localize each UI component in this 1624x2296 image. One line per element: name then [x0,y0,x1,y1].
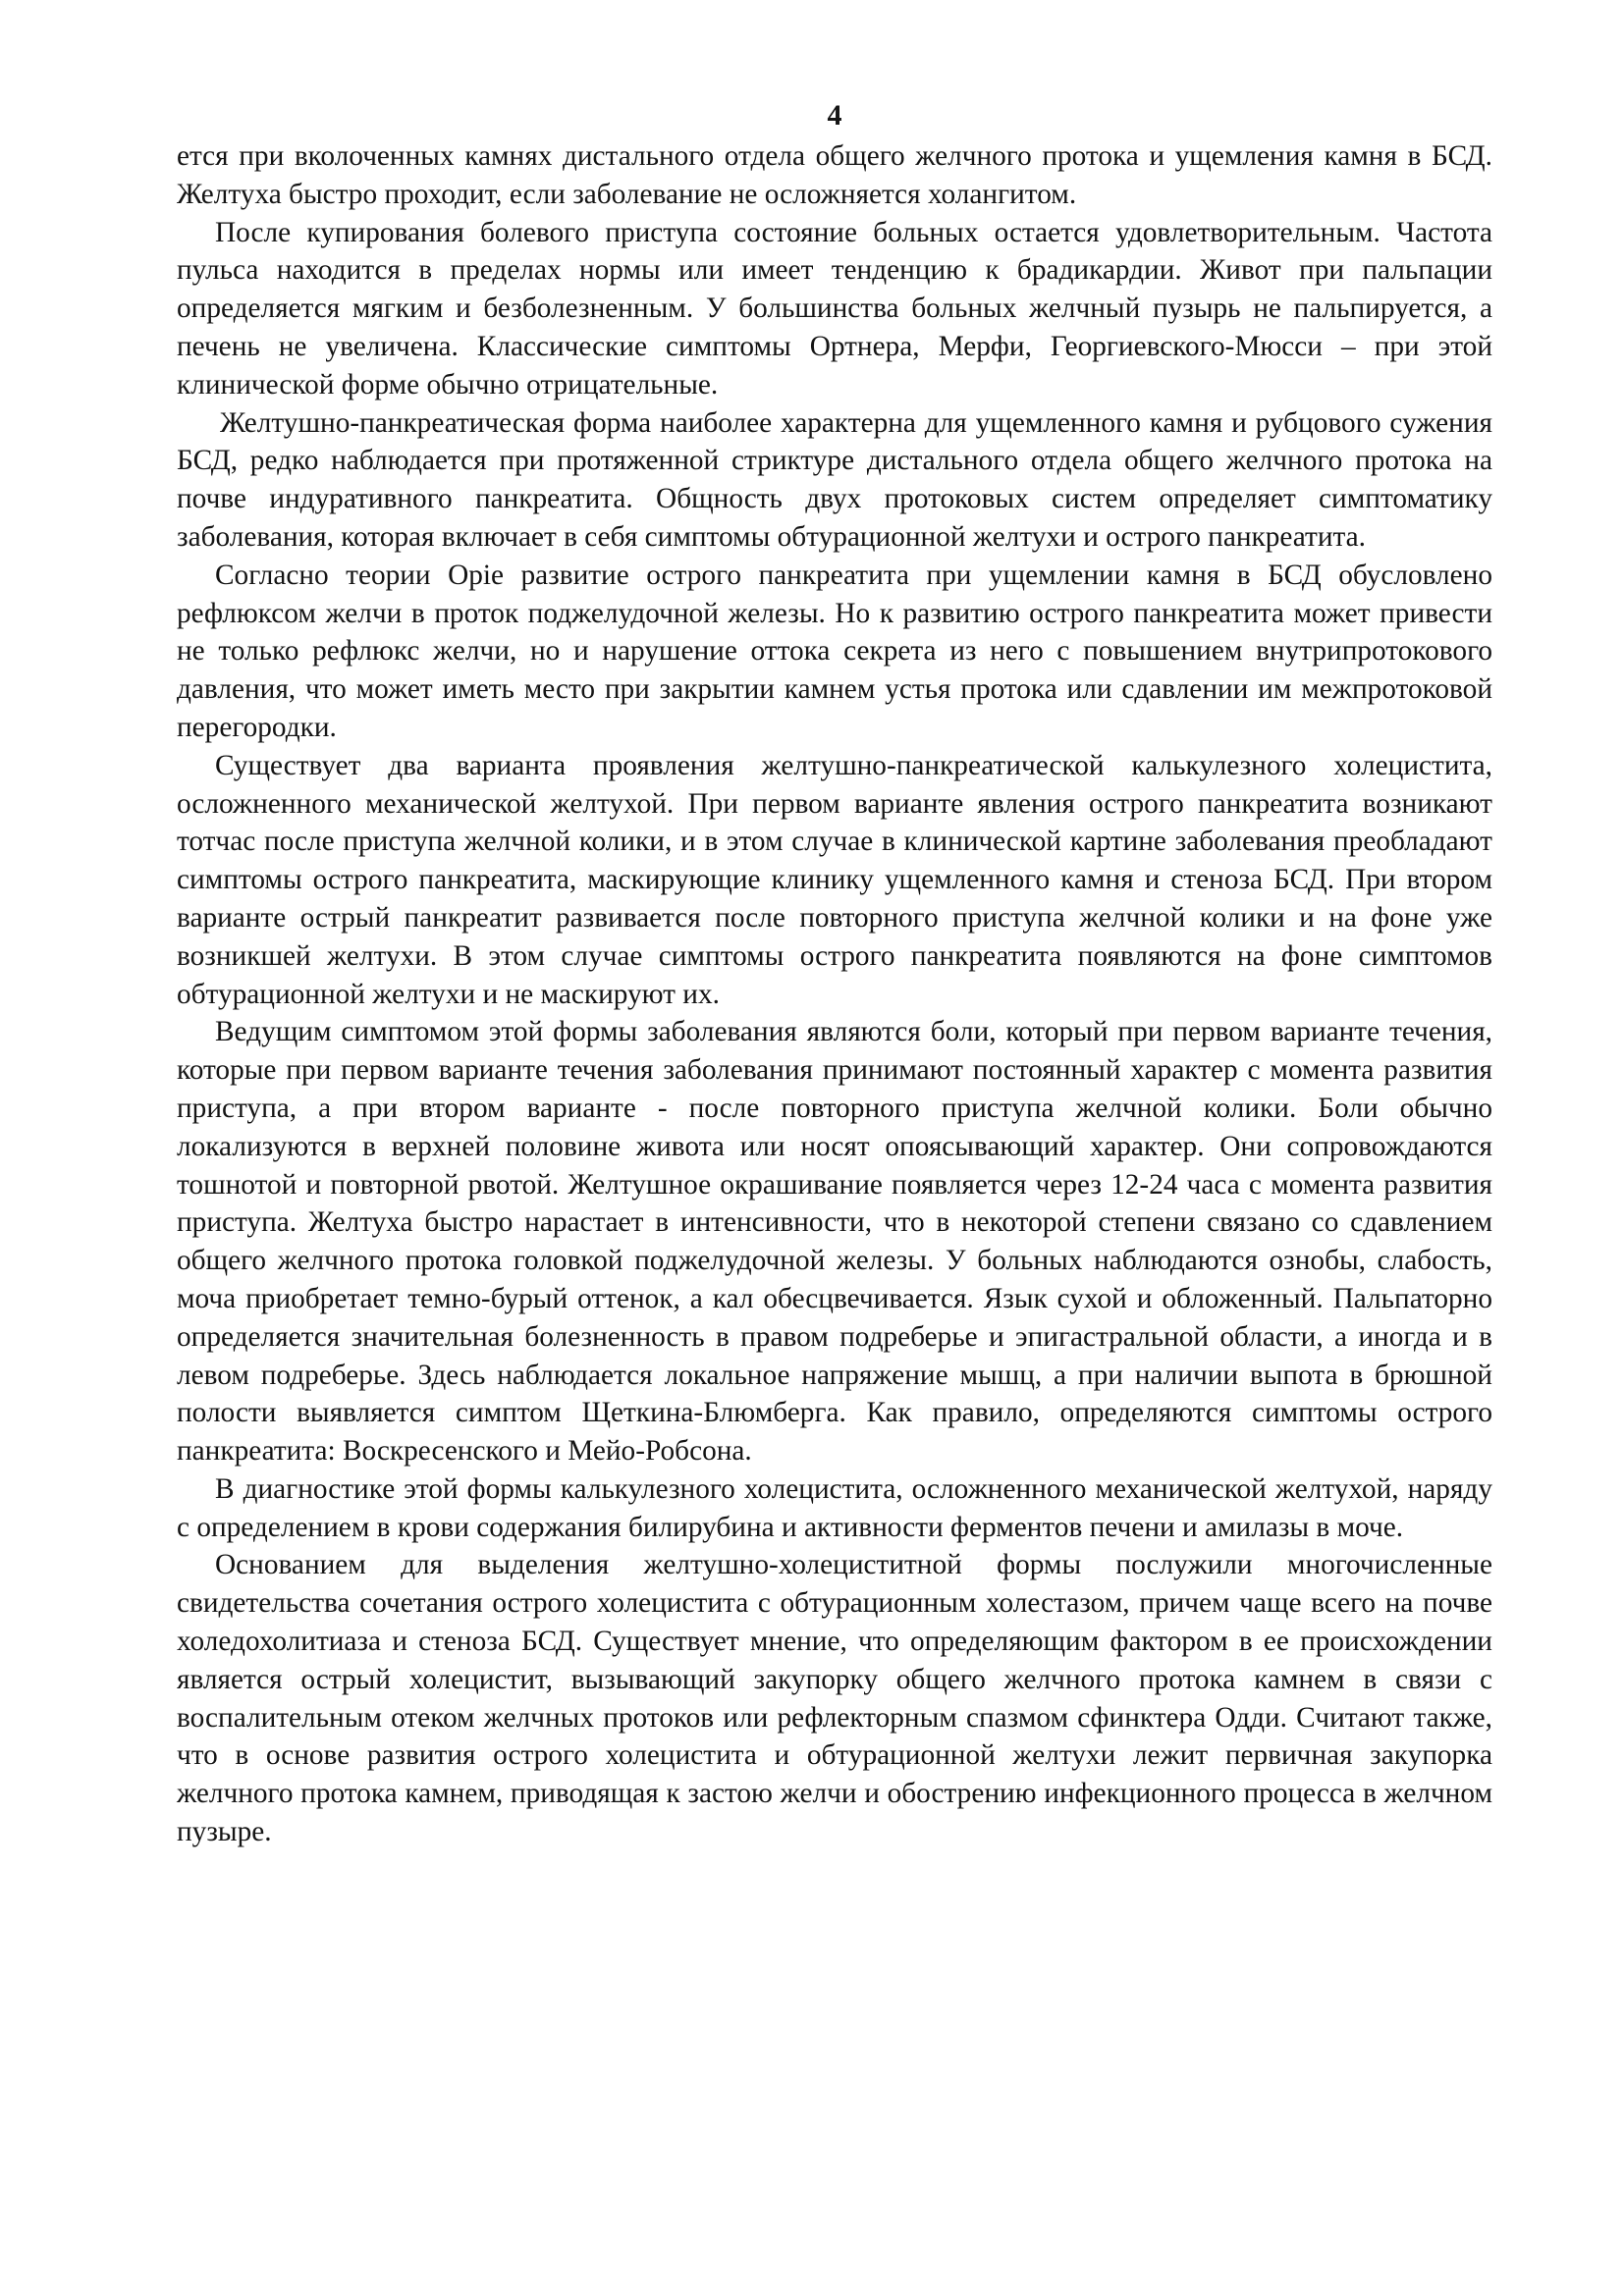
paragraph-diagnostics: В диагностике этой формы калькулезного холецистита, осложненного механической желтухой, наряду с определением в крови содержания билирубина и активности ферментов печени и амилазы в моче. [177,1472,1492,1543]
page-number: 4 [827,99,842,132]
paragraph-opie-theory: Согласно теории Opie развитие острого панкреатита при ущемлении камня в БСД обусловлено рефлюксом желчи в проток поджелудочной железы. Но к развитию острого панкреатита может привести не только рефлюкс желчи, но и нарушение оттока секрета из него с повышением внутрипротокового давления, что может иметь место при закрытии камнем устья протока или сдавлении им межпротоковой перегородки. [177,559,1492,743]
paragraph-jaundice-pancreatic-form: Желтушно-панкреатическая форма наиболее характерна для ущемленного камня и рубцового сужения БСД, редко наблюдается при протяженной стриктуре дистального отдела общего желчного протока на почве индуративного панкреатита. Общность двух протоковых систем определяет симптоматику заболевания, которая включает в себя симптомы обтурационной желтухи и острого панкреатита. [177,406,1492,553]
paragraph-cholecystitic-form: Основанием для выделения желтушно-холециститной формы послужили многочисленные свидетельства сочетания острого холецистита с обтурационным холестазом, причем чаще всего на почве холедохолитиаза и стеноза БСД. Существует мнение, что определяющим фактором в ее происхождении является острый холецистит, вызывающий закупорку общего желчного протока камнем в связи с воспалительным отеком желчных протоков или рефлекторным спазмом сфинктера Одди. Считают также, что в основе развития острого холецистита и обтурационной желтухи лежит первичная закупорка желчного протока камнем, приводящая к застою желчи и обострению инфекционного процесса в желчном пузыре. [177,1549,1492,1848]
paragraph-two-variants: Существует два варианта проявления желтушно-панкреатической калькулезного холецистита, осложненного механической желтухой. При первом варианте явления острого панкреатита возникают тотчас после приступа желчной колики, и в этом случае в клинической картине заболевания преобладают симптомы острого панкреатита, маскирующие клинику ущемленного камня и стеноза БСД. При втором варианте острый панкреатит развивается после повторного приступа желчной колики и на фоне уже возникшей желтухи. В этом случае симптомы острого панкреатита появляются на фоне симптомов обтурационной желтухи и не маскируют их. [177,749,1492,1010]
document-page [177,94,1492,2254]
paragraph-after-pain-relief: После купирования болевого приступа состояние больных остается удовлетворительным. Частота пульса находится в пределах нормы или имеет тенденцию к брадикардии. Живот при пальпации определяется мягким и безболезненным. У большинства больных желчный пузырь не пальпируется, а печень не увеличена. Классические симптомы Ортнера, Мерфи, Георгиевского-Мюсси – при этой клинической форме обычно отрицательные. [177,216,1492,400]
paragraph-continuation: ется при вколоченных камнях дистального отдела общего желчного протока и ущемления камня в БСД. Желтуха быстро проходит, если заболевание не осложняется холангитом. [177,140,1492,210]
paragraph-leading-symptom: Ведущим симптомом этой формы заболевания являются боли, который при первом варианте течения, которые при первом варианте течения заболевания принимают постоянный характер с момента развития приступа, а при втором варианте - после повторного приступа желчной колики. Боли обычно локализуются в верхней половине живота или носят опоясывающий характер. Они сопровождаются тошнотой и повторной рвотой. Желтушное окрашивание появляется через 12-24 часа с момента развития приступа. Желтуха быстро нарастает в интенсивности, что в некоторой степени связано со сдавлением общего желчного протока головкой поджелудочной железы. У больных наблюдаются ознобы, слабость, моча приобретает темно-бурый оттенок, а кал обесцвечивается. Язык сухой и обложенный. Пальпаторно определяется значительная болезненность в правом подреберье и эпигастральной области, а иногда и в левом подреберье. Здесь наблюдается локальное напряжение мышц, а при наличии выпота в брюшной полости выявляется симптом Щеткина-Блюмберга. Как правило, определяются симптомы острого панкреатита: Воскресенского и Мейо-Робсона. [177,1016,1492,1468]
body-text [177,137,1492,1851]
